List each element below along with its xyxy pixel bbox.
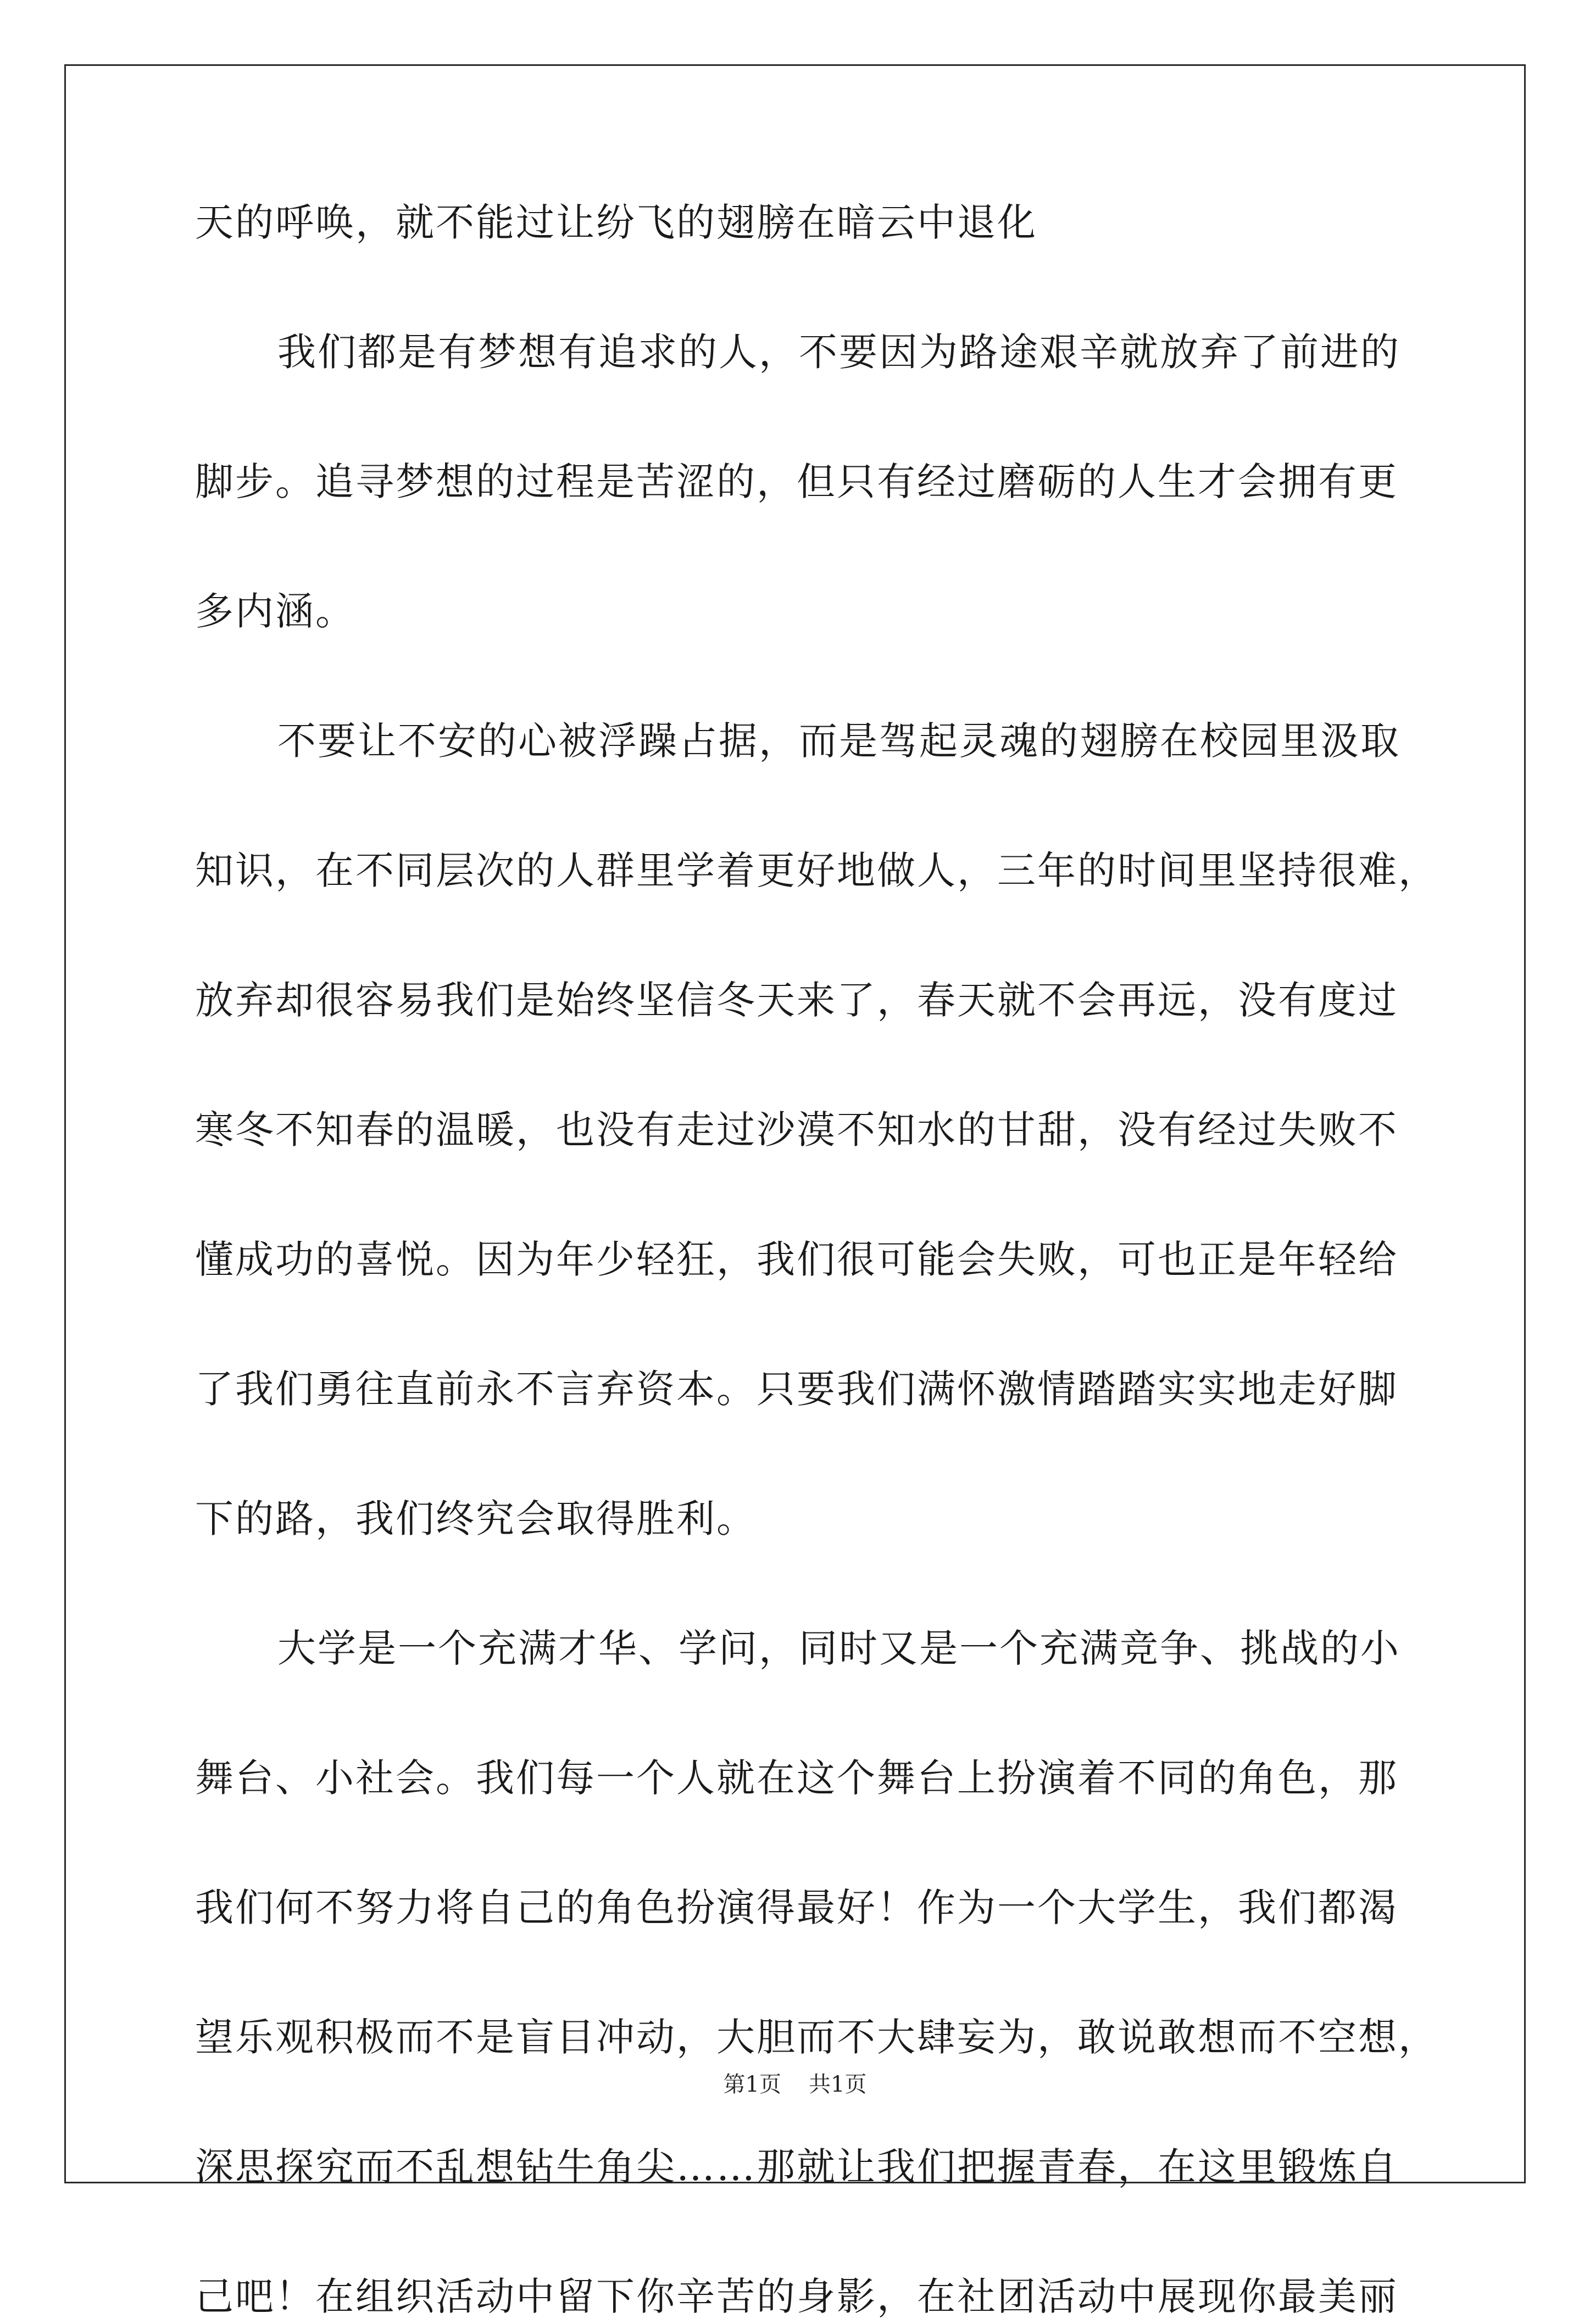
text-line: 己吧！在组织活动中留下你辛苦的身影，在社团活动中展现你最美丽: [195, 2274, 1398, 2319]
text-line: 我们何不努力将自己的角色扮演得最好！作为一个大学生，我们都渴: [195, 1885, 1398, 1930]
text-line: 多内涵。: [195, 589, 355, 634]
text-line: 深思探究而不乱想钻牛角尖……那就让我们把握青春，在这里锻炼自: [195, 2144, 1398, 2189]
page-footer: [0, 2068, 1590, 2101]
text-line: 我们都是有梦想有追求的人，不要因为路途艰辛就放弃了前进的: [277, 330, 1400, 375]
text-line: 脚步。追寻梦想的过程是苦涩的，但只有经过磨砺的人生才会拥有更: [195, 459, 1398, 504]
text-line: 大学是一个充满才华、学问，同时又是一个充满竞争、挑战的小: [277, 1626, 1400, 1671]
text-line: 放弃却很容易我们是始终坚信冬天来了，春天就不会再远，没有度过: [195, 978, 1398, 1023]
text-line: 天的呼唤，就不能过让纷飞的翅膀在暗云中退化: [195, 200, 1037, 245]
text-line: 了我们勇往直前永不言弃资本。只要我们满怀激情踏踏实实地走好脚: [195, 1367, 1398, 1412]
text-line: 知识，在不同层次的人群里学着更好地做人，三年的时间里坚持很难，: [195, 848, 1438, 893]
text-line: 懂成功的喜悦。因为年少轻狂，我们很可能会失败，可也正是年轻给: [195, 1237, 1398, 1282]
text-line: 望乐观积极而不是盲目冲动，大胆而不大肆妄为，敢说敢想而不空想，: [195, 2015, 1438, 2060]
page-number: 第1页: [723, 2072, 781, 2097]
text-line: 下的路，我们终究会取得胜利。: [195, 1496, 757, 1541]
text-line: 舞台、小社会。我们每一个人就在这个舞台上扮演着不同的角色，那: [195, 1755, 1398, 1801]
text-line: 不要让不安的心被浮躁占据，而是驾起灵魂的翅膀在校园里汲取: [277, 718, 1400, 763]
page-total: 共1页: [809, 2072, 867, 2097]
text-line: 寒冬不知春的温暖，也没有走过沙漠不知水的甘甜，没有经过失败不: [195, 1107, 1398, 1152]
